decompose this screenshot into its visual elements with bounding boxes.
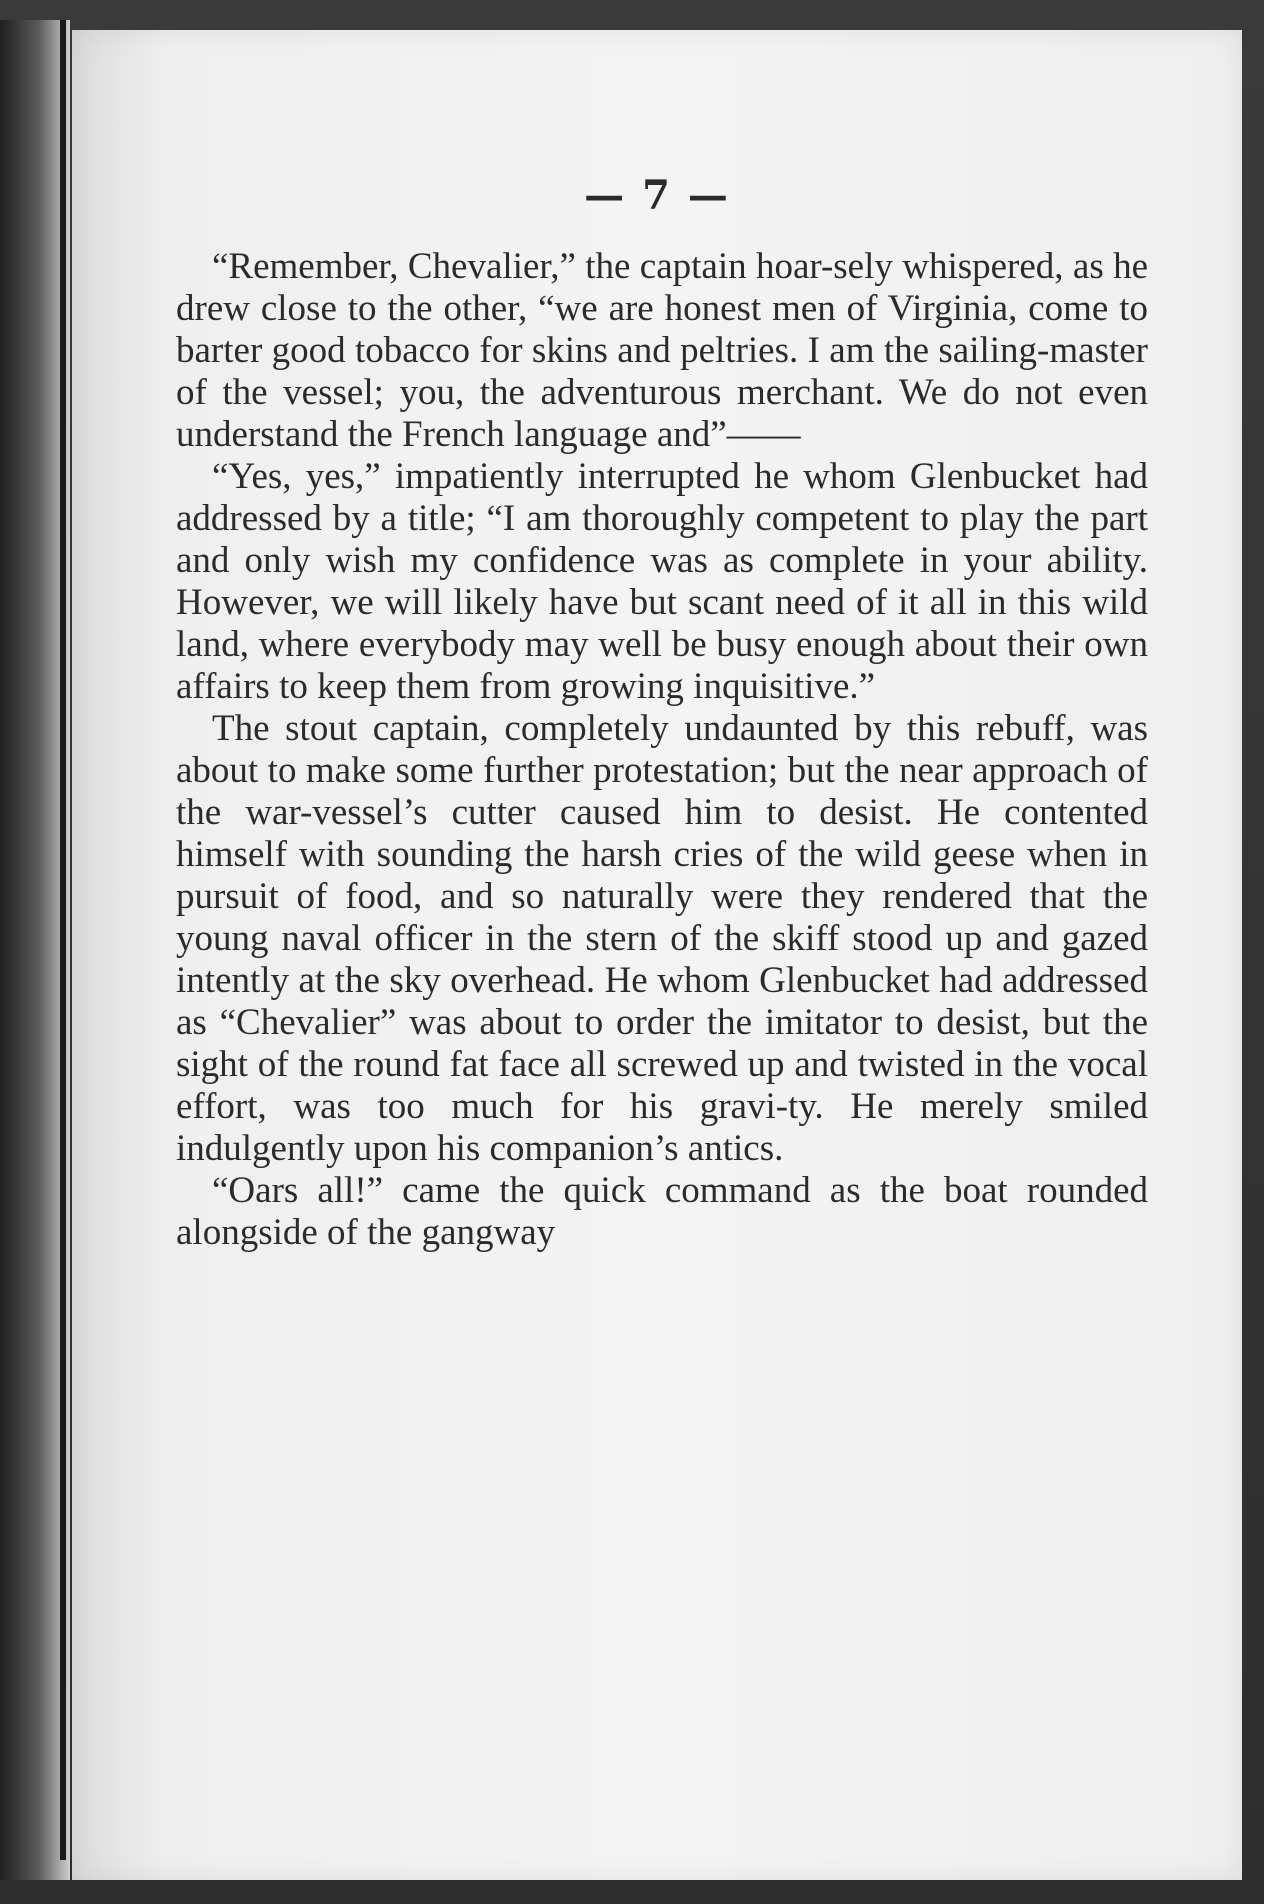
- paragraph-4: “Oars all!” came the quick command as the boat rounded alongside of the gangway: [176, 1170, 1148, 1253]
- page-number: — 7 —: [584, 172, 730, 219]
- book-spine: [60, 20, 66, 1860]
- book-page: [72, 30, 1242, 1880]
- page-text: [176, 246, 1148, 1254]
- paragraph-2: “Yes, yes,” impatiently interrupted he whom Glenbucket had addressed by a title; “I am thoroughly competent to play the part and only wish my confidence was as complete in your ability. However, we will likely have but scant need of it all in this wild land, where everybody may well be busy enough about their own affairs to keep them from growing inquisitive.”: [176, 456, 1148, 707]
- paragraph-3: The stout captain, completely undaunted by this rebuff, was about to make some further protestation; but the near approach of the war-vessel’s cutter caused him to desist. He contented himself with sounding the harsh cries of the wild geese when in pursuit of food, and so naturally were they rendered that the young naval officer in the stern of the skiff stood up and gazed intently at the sky overhead. He whom Glenbucket had addressed as “Chevalier” was about to order the imitator to desist, but the sight of the round fat face all screwed up and twisted in the vocal effort, was too much for his gravi-ty. He merely smiled indulgently upon his companion’s antics.: [176, 708, 1148, 1169]
- paragraph-1: “Remember, Chevalier,” the captain hoar-sely whispered, as he drew close to the other, “we are honest men of Virginia, come to barter good tobacco for skins and peltries. I am the sailing-master of the vessel; you, the adventurous merchant. We do not even understand the French language and”——: [176, 246, 1148, 455]
